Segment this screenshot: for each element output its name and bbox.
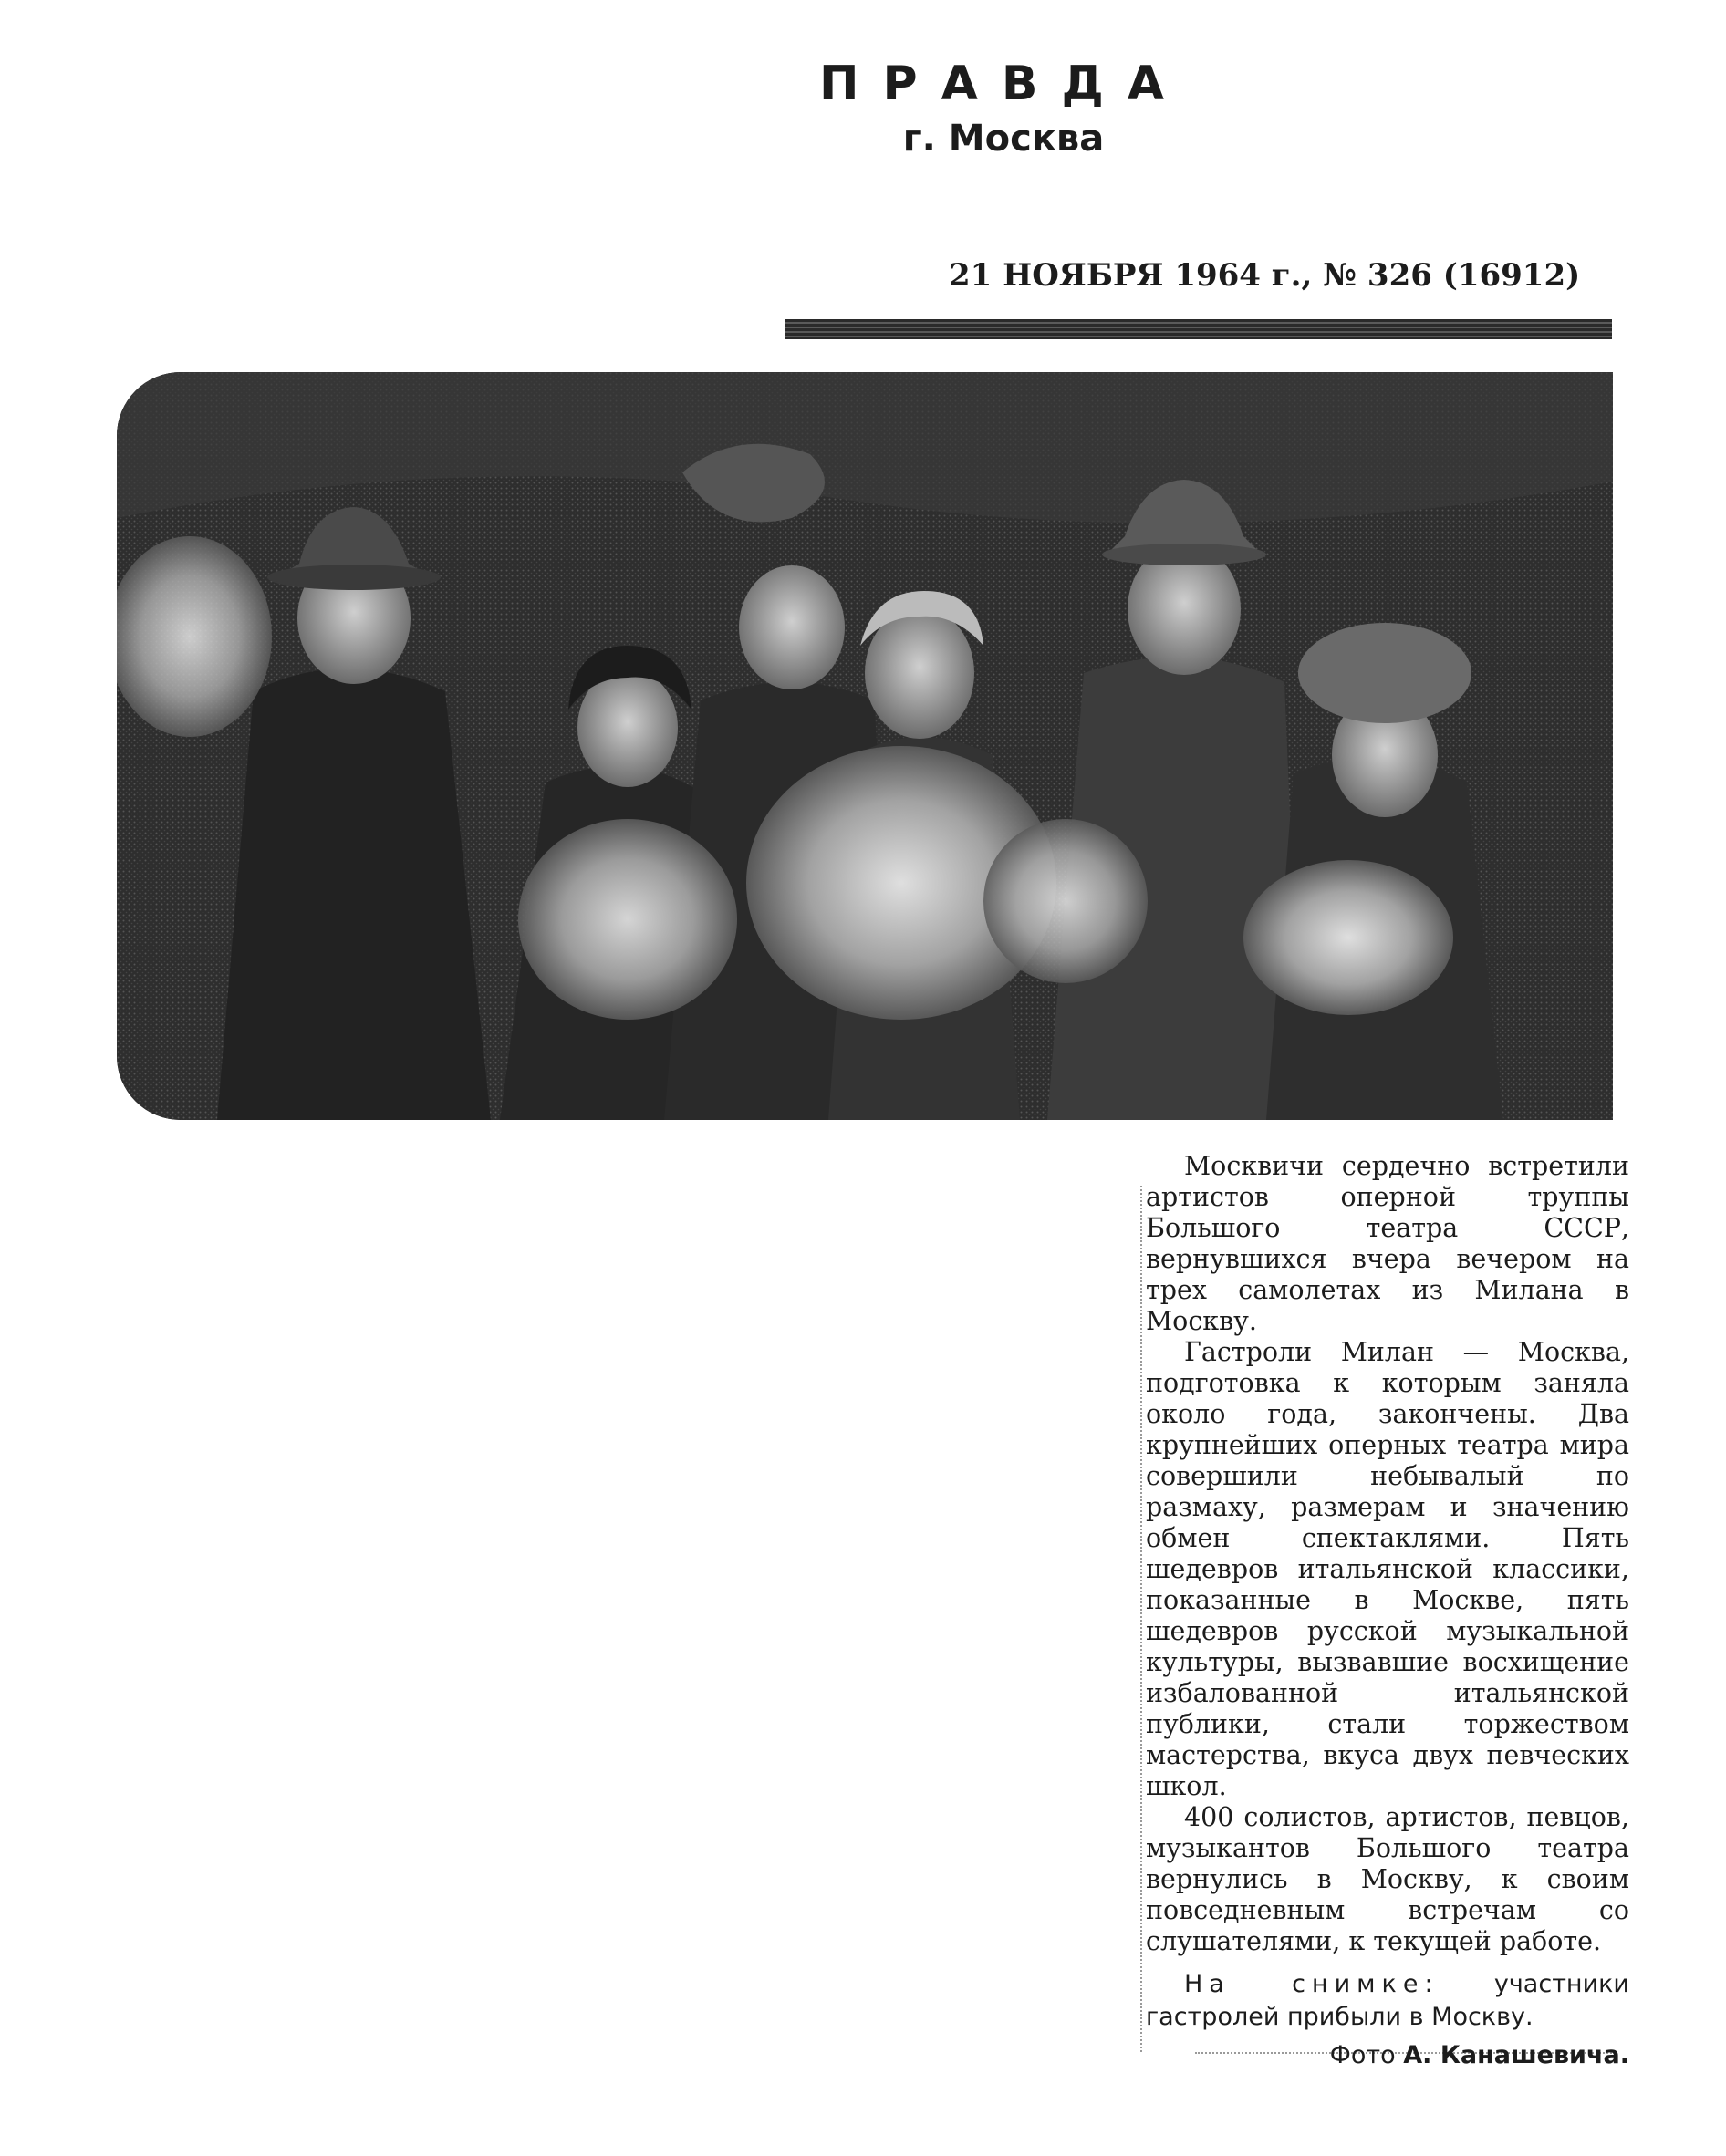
photo-image bbox=[117, 372, 1613, 1120]
article-paragraph: Москвичи сердечно встретили артистов оперной труппы Большого театра СССР, вернувшихся вчера вечером на трех самолетах из Милана в Москву. bbox=[1146, 1151, 1629, 1336]
article-paragraph: 400 солистов, артистов, певцов, музыкантов Большого театра вернулись в Москву, к своим повседневным встречам со слушателями, к текущей работе. bbox=[1146, 1802, 1629, 1956]
header-rule bbox=[785, 319, 1612, 339]
caption-lead: На снимке: bbox=[1184, 1970, 1440, 1998]
credit-name: А. Канашевича. bbox=[1403, 2041, 1629, 2069]
article-border-left bbox=[1140, 1186, 1142, 2052]
credit-prefix: Фото bbox=[1329, 2041, 1396, 2069]
newspaper-name: ПРАВДА bbox=[818, 57, 1189, 111]
article-column bbox=[1146, 1151, 1629, 2072]
issue-date-number: 21 НОЯБРЯ 1964 г., № 326 (16912) bbox=[949, 257, 1581, 294]
photo-caption bbox=[1146, 1968, 1629, 2034]
news-photo bbox=[117, 372, 1613, 1120]
article-paragraph: Гастроли Милан — Москва, подготовка к которым заняла около года, закончены. Два крупнейших оперных театра мира совершили небывалый по размаху, размерам и значению обмен спектаклями. Пять шедевров итальянской классики, показанные в Москве, пять шедевров русской музыкальной культуры, вызвавшие восхищение избалованной итальянской публики, стали торжеством мастерства, вкуса двух певческих школ. bbox=[1146, 1337, 1629, 1801]
masthead bbox=[785, 55, 1222, 162]
caption-text: участники гастролей прибыли в Москву. bbox=[1146, 1970, 1629, 2031]
photo-credit bbox=[1146, 2039, 1629, 2072]
newspaper-city: г. Москва bbox=[902, 118, 1105, 160]
